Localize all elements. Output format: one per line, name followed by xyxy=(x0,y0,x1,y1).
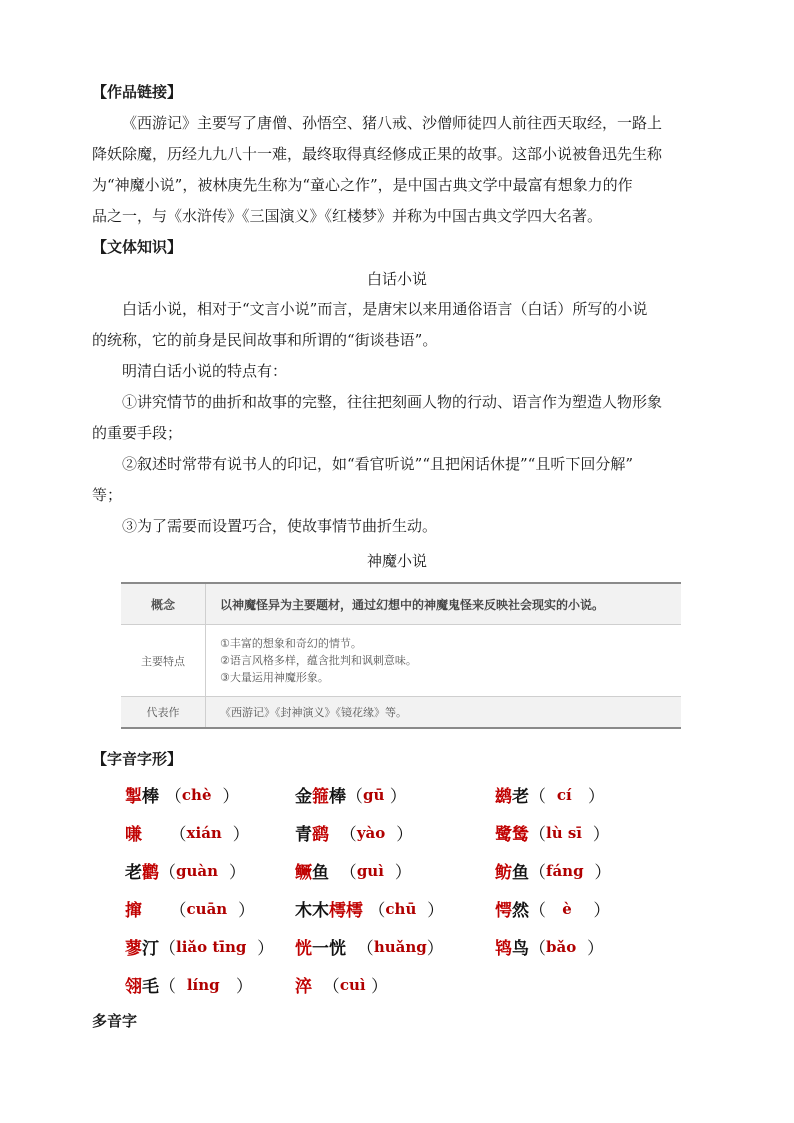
genre-line: 等； xyxy=(92,486,123,504)
section-heading-polyphone: 多音字 xyxy=(92,1012,138,1030)
paren-close: ） xyxy=(416,901,445,921)
genre-line: 明清白话小说的特点有： xyxy=(122,362,288,380)
paren-open: （ xyxy=(159,939,176,959)
pinyin: lù sī xyxy=(546,824,582,842)
pinyin: guì xyxy=(356,862,384,880)
table-value xyxy=(206,625,682,697)
context-char: 鱼 xyxy=(512,863,529,883)
paren-open: （ xyxy=(529,863,546,883)
table-key: 代表作 xyxy=(121,697,206,729)
word-item xyxy=(295,896,444,921)
section-heading-pronunciation: 【字音字形】 xyxy=(92,750,183,768)
target-char: 鲂 xyxy=(495,863,512,883)
feature-item: ②语言风格多样，蕴含批判和讽刺意味。 xyxy=(220,654,417,667)
target-char: 恍 xyxy=(295,939,312,959)
genre-line: ②叙述时常带有说书人的印记，如“看官听说”“且把闲话休提”“且听下回分解” xyxy=(122,455,634,473)
target-char: 鹞 xyxy=(312,825,329,845)
word-item xyxy=(125,972,253,997)
word-item xyxy=(125,896,255,921)
pinyin: liǎo tīng xyxy=(176,938,247,956)
target-char: 鳜 xyxy=(295,863,312,883)
target-char: 撺 xyxy=(125,901,142,921)
pinyin: huǎng xyxy=(373,938,427,956)
feature-item: ①丰富的想象和奇幻的情节。 xyxy=(220,637,362,650)
context-char: 一恍 xyxy=(312,939,346,959)
genre-line: 白话小说，相对于“文言小说”而言，是唐宋以来用通俗语言（白话）所写的小说 xyxy=(122,300,648,318)
pinyin: yào xyxy=(356,824,386,842)
paren-open: （ xyxy=(363,901,386,921)
genre-line: ①讲究情节的曲折和故事的完整，往往把刻画人物的行动、语言作为塑造人物形象 xyxy=(122,393,663,411)
paren-close: ） xyxy=(383,863,412,883)
word-item xyxy=(295,972,388,997)
paren-open: （ xyxy=(529,825,546,845)
paren-close: ） xyxy=(426,939,444,959)
table-row xyxy=(121,583,681,625)
table-value: 以神魔怪异为主要题材，通过幻想中的神魔鬼怪来反映社会现实的小说。 xyxy=(206,583,682,625)
works-line: 为“神魔小说”，被林庚先生称为“童心之作”，是中国古典文学中最富有想象力的作 xyxy=(92,176,633,194)
context-char: 棒 xyxy=(329,787,346,807)
pinyin: cí xyxy=(556,786,572,804)
pinyin: chū xyxy=(385,900,417,918)
concept-table xyxy=(121,582,681,729)
target-char: 愕 xyxy=(495,901,512,921)
works-paragraph xyxy=(92,108,704,232)
paren-close: ） xyxy=(581,825,610,845)
section-heading-genre: 【文体知识】 xyxy=(92,238,183,256)
table-value: 《西游记》《封神演义》《镜花缘》等。 xyxy=(206,697,682,729)
pinyin: guàn xyxy=(176,862,219,880)
target-char: 鹚 xyxy=(495,787,512,807)
word-item xyxy=(495,820,610,845)
table-key: 概念 xyxy=(121,583,206,625)
target-char: 鹭鸶 xyxy=(495,825,529,845)
paren-open: （ xyxy=(346,939,374,959)
paren-close: ） xyxy=(384,787,407,807)
pinyin: è xyxy=(562,900,572,918)
target-char: 箍 xyxy=(312,787,329,807)
paren-open: （ xyxy=(159,863,176,883)
genre-line: ③为了需要而设置巧合，使故事情节曲折生动。 xyxy=(122,517,438,535)
word-item xyxy=(295,820,413,845)
paren-close: ） xyxy=(385,825,414,845)
paren-open: （ xyxy=(529,939,546,959)
works-line: 降妖除魔，历经九九八十一难，最终取得真经修成正果的故事。这部小说被鲁迅先生称 xyxy=(92,145,663,163)
pinyin: bǎo xyxy=(546,938,577,956)
target-char: 嗛 xyxy=(125,825,142,845)
context-char: 木木 xyxy=(295,901,329,921)
pinyin: líng xyxy=(186,976,220,994)
paren-open: （ xyxy=(159,977,187,997)
word-item xyxy=(125,934,274,959)
paren-close: ） xyxy=(221,825,250,845)
context-char: 鸟 xyxy=(512,939,529,959)
word-item xyxy=(295,858,412,883)
subtitle-vernacular-novel: 白话小说 xyxy=(366,270,427,288)
word-item xyxy=(125,858,246,883)
word-item xyxy=(495,782,605,807)
paren-close: ） xyxy=(227,901,256,921)
target-char: 掣 xyxy=(125,787,142,807)
context-char: 然 xyxy=(512,901,529,921)
context-char: 汀 xyxy=(142,939,159,959)
paren-close: ） xyxy=(576,939,605,959)
target-char: 蓼 xyxy=(125,939,142,959)
pinyin: cuān xyxy=(186,900,228,918)
paren-open: （ xyxy=(346,787,363,807)
context-char: 老 xyxy=(512,787,529,807)
word-item xyxy=(495,896,610,921)
pinyin: cuì xyxy=(339,976,366,994)
table-row xyxy=(121,697,681,729)
table-row xyxy=(121,625,681,697)
paren-close: ） xyxy=(365,977,388,997)
target-char: 鹳 xyxy=(142,863,159,883)
paren-open: （ xyxy=(529,901,563,921)
subtitle-fantasy-novel: 神魔小说 xyxy=(366,552,427,570)
paren-open: （ xyxy=(329,825,357,845)
paren-close: ） xyxy=(571,787,605,807)
paren-close: ） xyxy=(571,901,611,921)
paren-close: ） xyxy=(211,787,240,807)
feature-item: ③大量运用神魔形象。 xyxy=(220,671,329,684)
paren-close: ） xyxy=(218,863,246,883)
context-char: 棒 xyxy=(142,787,159,807)
pinyin: xián xyxy=(186,824,222,842)
paren-open: （ xyxy=(147,825,187,845)
paren-open: （ xyxy=(329,863,357,883)
context-char: 金 xyxy=(295,787,312,807)
word-item xyxy=(495,934,604,959)
target-char: 翎 xyxy=(125,977,142,997)
paren-open: （ xyxy=(164,787,182,807)
word-item xyxy=(495,858,611,883)
context-char: 毛 xyxy=(142,977,159,997)
target-char: 淬 xyxy=(295,977,312,997)
word-item xyxy=(125,782,239,807)
context-char: 青 xyxy=(295,825,312,845)
genre-line: 的统称，它的前身是民间故事和所谓的“街谈巷语”。 xyxy=(92,331,438,349)
paren-close: ） xyxy=(219,977,253,997)
pinyin: fáng xyxy=(546,862,584,880)
word-item xyxy=(125,820,250,845)
word-item xyxy=(295,934,444,959)
genre-line: 的重要手段； xyxy=(92,424,183,442)
paren-open: （ xyxy=(529,787,557,807)
paren-open: （ xyxy=(312,977,340,997)
pinyin: gū xyxy=(363,786,385,804)
pinyin: chè xyxy=(181,786,212,804)
works-line: 《西游记》主要写了唐僧、孙悟空、猪八戒、沙僧师徒四人前往西天取经，一路上 xyxy=(122,114,663,132)
paren-open: （ xyxy=(147,901,187,921)
word-item xyxy=(295,782,407,807)
context-char: 老 xyxy=(125,863,142,883)
target-char: 鸨 xyxy=(495,939,512,959)
works-line: 品之一，与《水浒传》《三国演义》《红楼梦》并称为中国古典文学四大名著。 xyxy=(92,207,603,225)
target-char: 樗樗 xyxy=(329,901,363,921)
genre-paragraph xyxy=(92,294,704,542)
paren-close: ） xyxy=(583,863,612,883)
section-heading-works: 【作品链接】 xyxy=(92,83,183,101)
context-char: 鱼 xyxy=(312,863,329,883)
table-key: 主要特点 xyxy=(121,625,206,697)
paren-close: ） xyxy=(246,939,275,959)
